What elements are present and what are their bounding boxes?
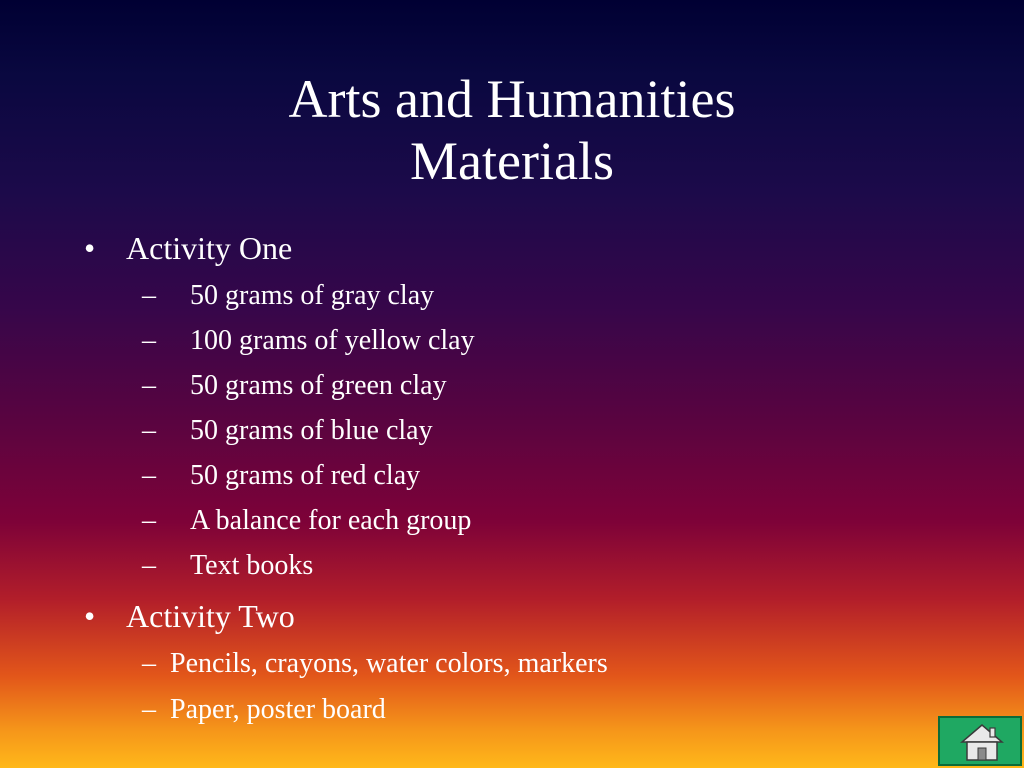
list-item-text: Text books — [190, 550, 314, 581]
list-item — [142, 459, 420, 493]
list-item-text: 50 grams of gray clay — [190, 280, 435, 311]
list-item-text: Paper, poster board — [170, 694, 386, 725]
list-item-text: 100 grams of yellow clay — [190, 325, 475, 356]
list-item — [142, 693, 386, 727]
list-item-text: 50 grams of red clay — [190, 460, 421, 491]
list-item — [142, 324, 475, 358]
list-item — [142, 647, 608, 681]
dash-icon: – — [142, 505, 156, 536]
list-item — [142, 279, 434, 313]
list-item-text: A balance for each group — [190, 505, 472, 536]
dash-icon: – — [142, 280, 156, 311]
activity-two-label: Activity Two — [126, 598, 295, 634]
list-item — [142, 504, 471, 538]
dash-icon: – — [142, 550, 156, 581]
title-line-1: Arts and Humanities — [288, 69, 736, 129]
dash-icon: – — [142, 415, 156, 446]
home-button[interactable] — [938, 716, 1022, 766]
dash-icon: – — [142, 370, 156, 401]
home-icon — [960, 722, 1004, 762]
list-item-text: Pencils, crayons, water colors, markers — [170, 648, 608, 679]
list-item — [142, 369, 447, 403]
activity-two-heading — [84, 596, 295, 636]
dash-icon: – — [142, 325, 156, 356]
activity-one-heading — [84, 228, 292, 268]
bullet-icon: • — [84, 598, 96, 634]
dash-icon: – — [142, 648, 156, 679]
title-line-2: Materials — [410, 131, 614, 191]
bullet-icon: • — [84, 230, 96, 266]
list-item — [142, 414, 433, 448]
slide-title — [0, 68, 1024, 192]
list-item — [142, 549, 313, 583]
dash-icon: – — [142, 694, 156, 725]
list-item-text: 50 grams of green clay — [190, 370, 447, 401]
list-item-text: 50 grams of blue clay — [190, 415, 433, 446]
dash-icon: – — [142, 460, 156, 491]
activity-one-label: Activity One — [126, 230, 293, 266]
